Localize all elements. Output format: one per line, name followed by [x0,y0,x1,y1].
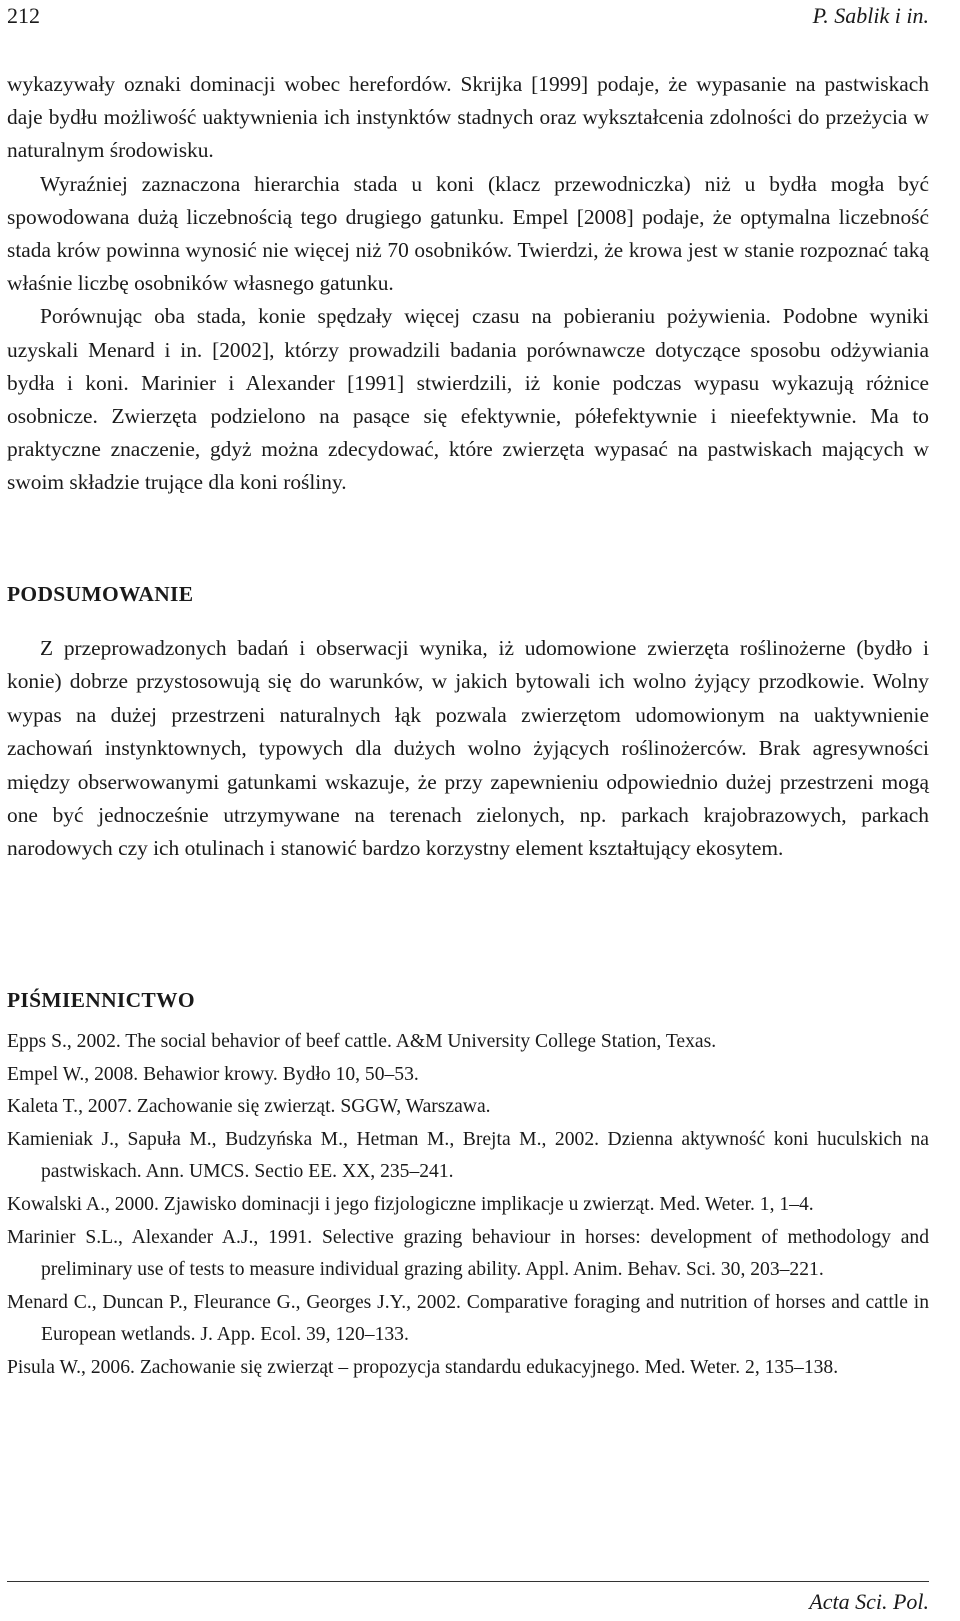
footer-divider [7,1581,929,1582]
body-text [7,68,929,500]
page-number: 212 [7,3,40,28]
journal-name: Acta Sci. Pol. [809,1589,929,1614]
summary-heading: PODSUMOWANIE [7,582,194,606]
reference-item: Marinier S.L., Alexander A.J., 1991. Selective grazing behaviour in horses: development of methodology and preliminary use of tests to measure individual grazing ability. Appl. Anim. Behav. Sci. 30, 203–221. [7,1226,929,1281]
reference-item: Menard C., Duncan P., Fleurance G., Georges J.Y., 2002. Comparative foraging and nutrition of horses and cattle in European wetlands. J. App. Ecol. 39, 120–133. [7,1291,929,1346]
reference-list [7,1026,929,1385]
reference-item: Kowalski A., 2000. Zjawisko dominacji i jego fizjologiczne implikacje u zwierząt. Med. Weter. 1, 1–4. [7,1193,814,1215]
reference-item: Kaleta T., 2007. Zachowanie się zwierząt. SGGW, Warszawa. [7,1096,491,1118]
paragraph: Wyraźniej zaznaczona hierarchia stada u koni (klacz przewodniczka) niż u bydła mogła być spowodowana dużą liczebnością tego drugiego gatunku. Empel [2008] podaje, że optymalna liczebność stada krów powinna wynosić nie więcej niż 70 osobników. Twierdzi, że krowa jest w stanie rozpoznać taką właśnie liczbę osobników własnego gatunku. [7,171,929,296]
running-title: P. Sablik i in. [812,3,929,28]
reference-item: Empel W., 2008. Behawior krowy. Bydło 10, 50–53. [7,1063,419,1085]
reference-item: Pisula W., 2006. Zachowanie się zwierząt – propozycja standardu edukacyjnego. Med. Weter. 2, 135–138. [7,1356,839,1378]
paragraph: wykazywały oznaki dominacji wobec herefordów. Skrijka [1999] podaje, że wypasanie na pastwiskach daje bydłu możliwość uaktywnienia ich instynktów stadnych oraz wykształcenia zdolności do przeżycia w naturalnym środowisku. [7,72,929,163]
summary-paragraph: Z przeprowadzonych badań i obserwacji wynika, iż udomowione zwierzęta roślinożerne (bydło i konie) dobrze przystosowują się do warunków, w jakich bytowali ich wolno żyjący przodkowie. Wolny wypas na dużej przestrzeni naturalnych łąk pozwala zwierzętom udomowionym na uaktywnienie zachowań instynktownych, typowych dla dużych wolno żyjących roślinożerców. Brak agresywności między obserwowanymi gatunkami wskazuje, że przy zapewnieniu odpowiednio dużej przestrzeni mogą one być jednocześnie utrzymywane na terenach zielonych, np. parkach krajobrazowych, parkach narodowych czy ich otulinach i stanowić bardzo korzystny element kształtujący ekosytem. [7,636,929,861]
paragraph: Porównując oba stada, konie spędzały więcej czasu na pobieraniu pożywienia. Podobne wyniki uzyskali Menard i in. [2002], którzy prowadzili badania porównawcze dotyczące sposobu odżywiania bydła i koni. Marinier i Alexander [1991] stwierdzili, iż konie podczas wypasu wykazują różnice osobnicze. Zwierzęta podzielono na pasące się efektywnie, półefektywnie i nieefektywnie. Ma to praktyczne znaczenie, gdyż można zdecydować, które zwierzęta wypasać na pastwiskach mających w swoim składzie trujące dla koni rośliny. [7,304,929,495]
page-header [7,3,929,37]
references-heading: PIŚMIENNICTWO [7,988,195,1012]
reference-item: Kamieniak J., Sapuła M., Budzyńska M., Hetman M., Brejta M., 2002. Dzienna aktywność koni huculskich na pastwiskach. Ann. UMCS. Sectio EE. XX, 235–241. [7,1128,929,1183]
reference-item: Epps S., 2002. The social behavior of beef cattle. A&M University College Station, Texas. [7,1031,717,1052]
